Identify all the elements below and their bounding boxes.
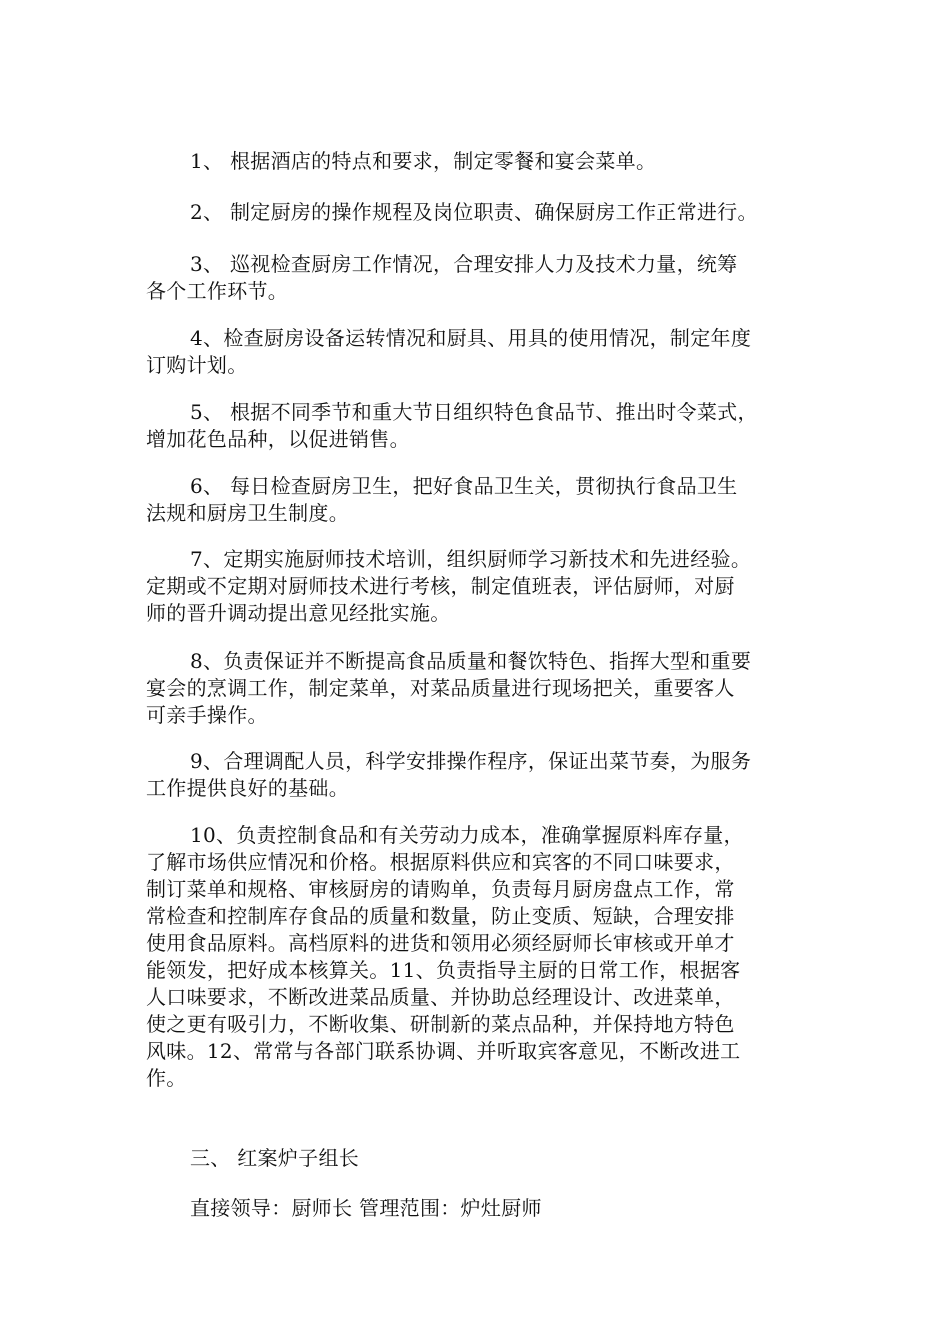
list-item xyxy=(146,546,816,627)
section-heading: 三、 红案炉子组长 xyxy=(190,1146,360,1170)
item-line: 各个工作环节。 xyxy=(146,279,289,303)
list-item xyxy=(146,251,816,305)
item-line: 2、 制定厨房的操作规程及岗位职责、确保厨房工作正常进行。 xyxy=(190,200,758,224)
list-item xyxy=(146,822,816,1092)
item-line: 8、负责保证并不断提高食品质量和餐饮特色、指挥大型和重要 xyxy=(190,649,752,673)
item-line: 5、 根据不同季节和重大节日组织特色食品节、推出时令菜式， xyxy=(190,400,758,424)
item-line: 增加花色品种，以促进销售。 xyxy=(146,427,410,451)
item-line: 3、 巡视检查厨房工作情况，合理安排人力及技术力量，统筹 xyxy=(190,252,738,276)
list-item xyxy=(146,473,816,527)
item-line: 使之更有吸引力，不断收集、研制新的菜点品种，并保持地方特色 xyxy=(146,1012,735,1036)
item-line: 6、 每日检查厨房卫生，把好食品卫生关，贯彻执行食品卫生 xyxy=(190,474,738,498)
item-line: 定期或不定期对厨师技术进行考核，制定值班表，评估厨师，对厨 xyxy=(146,574,735,598)
item-line: 法规和厨房卫生制度。 xyxy=(146,501,349,525)
item-line: 使用食品原料。高档原料的进货和领用必须经厨师长审核或开单才 xyxy=(146,931,735,955)
item-line: 人口味要求，不断改进菜品质量、并协助总经理设计、改进菜单， xyxy=(146,985,735,1009)
item-line: 1、 根据酒店的特点和要求，制定零餐和宴会菜单。 xyxy=(190,149,657,173)
list-item xyxy=(146,399,816,453)
item-line: 作。 xyxy=(146,1066,187,1090)
item-line: 9、合理调配人员，科学安排操作程序，保证出菜节奏，为服务 xyxy=(190,749,752,773)
list-item xyxy=(146,148,816,175)
item-line: 工作提供良好的基础。 xyxy=(146,776,349,800)
list-item xyxy=(146,648,816,729)
item-line: 常检查和控制库存食品的质量和数量，防止变质、短缺，合理安排 xyxy=(146,904,735,928)
item-line: 4、检查厨房设备运转情况和厨具、用具的使用情况，制定年度 xyxy=(190,326,752,350)
item-line: 了解市场供应情况和价格。根据原料供应和宾客的不同口味要求， xyxy=(146,850,735,874)
item-line: 师的晋升调动提出意见经批实施。 xyxy=(146,601,451,625)
item-line: 能领发，把好成本核算关。11、负责指导主厨的日常工作，根据客 xyxy=(146,958,741,982)
list-item xyxy=(146,748,816,802)
item-line: 10、负责控制食品和有关劳动力成本，准确掌握原料库存量， xyxy=(190,823,744,847)
item-line: 宴会的烹调工作，制定菜单，对菜品质量进行现场把关，重要客人 xyxy=(146,676,735,700)
item-line: 订购计划。 xyxy=(146,353,248,377)
item-line: 风味。12、常常与各部门联系协调、并听取宾客意见，不断改进工 xyxy=(146,1039,741,1063)
list-item xyxy=(146,325,816,379)
item-line: 可亲手操作。 xyxy=(146,703,268,727)
item-line: 7、定期实施厨师技术培训，组织厨师学习新技术和先进经验。 xyxy=(190,547,752,571)
section-subline: 直接领导：厨师长 管理范围：炉灶厨师 xyxy=(190,1196,542,1220)
list-item xyxy=(146,199,816,226)
item-line: 制订菜单和规格、审核厨房的请购单，负责每月厨房盘点工作，常 xyxy=(146,877,735,901)
